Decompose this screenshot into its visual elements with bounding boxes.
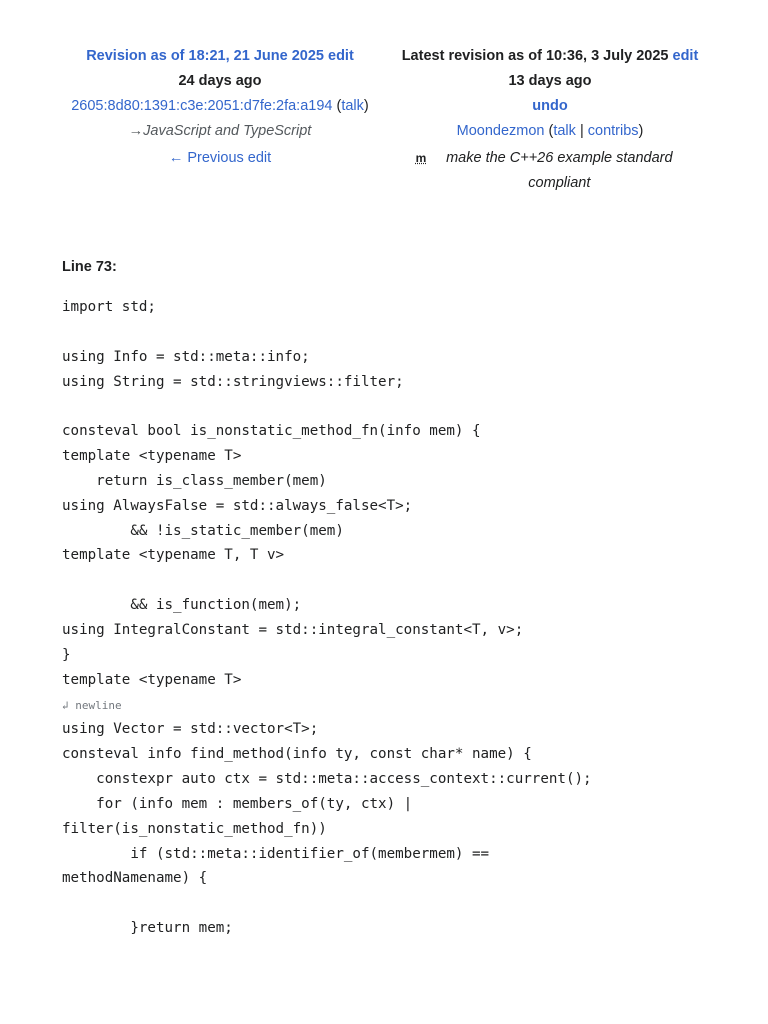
undo-row	[398, 94, 702, 119]
code-line: }	[62, 646, 71, 663]
previous-edit-row	[40, 146, 400, 171]
left-revision-edit-link[interactable]: edit	[328, 48, 354, 64]
left-revision-title-row	[40, 44, 400, 69]
left-revision-link[interactable]: Revision as of 18:21, 21 June 2025	[86, 48, 324, 64]
code-line: using Vector = std::vector<T>;	[62, 721, 319, 738]
left-revision-column	[40, 44, 400, 171]
code-line: using Info = std::meta::info;	[62, 348, 310, 365]
left-revision-talk-link[interactable]: talk	[341, 98, 364, 114]
left-user-paren-open: (	[336, 98, 342, 114]
code-line: template <typename T>	[62, 448, 242, 465]
right-revision-contribs-link[interactable]: contribs	[587, 123, 639, 139]
right-revision-summary: make the C++26 example standard compliant	[446, 150, 673, 191]
right-user-paren-close: )	[638, 123, 644, 139]
right-revision-column	[398, 44, 702, 196]
right-revision-summary-row	[398, 146, 702, 196]
right-revision-age: 13 days ago	[508, 73, 592, 89]
previous-edit-link[interactable]: ← Previous edit	[168, 150, 272, 166]
right-user-paren-open: (	[548, 123, 554, 139]
code-line: methodNamename) {	[62, 870, 208, 887]
diff-header	[0, 44, 768, 204]
newline-marker-text: ↲ newline	[62, 698, 122, 712]
right-user-separator: |	[575, 123, 588, 139]
code-line: using AlwaysFalse = std::always_false<T>;	[62, 497, 413, 514]
section-arrow-link[interactable]: →	[128, 123, 144, 139]
code-line: && is_function(mem);	[62, 597, 302, 614]
right-revision-talk-link[interactable]: talk	[553, 123, 576, 139]
code-line: for (info mem : members_of(ty, ctx) |	[62, 795, 413, 812]
minor-edit-mark: m	[415, 151, 427, 165]
left-revision-age: 24 days ago	[178, 73, 262, 89]
code-line	[62, 568, 662, 593]
left-revision-user-row	[40, 94, 400, 119]
code-line: consteval info find_method(info ty, const char* name) {	[62, 746, 532, 763]
code-line	[62, 891, 662, 916]
code-line: if (std::meta::identifier_of(membermem) ==	[62, 845, 490, 862]
code-line: }return mem;	[62, 920, 233, 937]
undo-link[interactable]: undo	[532, 98, 568, 114]
left-user-paren-close: )	[363, 98, 369, 114]
right-revision-edit-link[interactable]: edit	[672, 48, 699, 64]
right-revision-user-link[interactable]: Moondezmon	[456, 123, 545, 139]
code-line: && !is_static_member(mem)	[62, 522, 344, 539]
right-revision-link[interactable]: Latest revision as of 10:36, 3 July 2025	[401, 48, 669, 64]
diff-code-block	[62, 295, 662, 941]
code-line: consteval bool is_nonstatic_method_fn(info mem) {	[62, 423, 481, 440]
left-revision-user-link[interactable]: 2605:8d80:1391:c3e:2051:d7fe:2fa:a194	[71, 98, 333, 114]
diff-line-number-label: Line 73:	[62, 259, 117, 275]
code-line: constexpr auto ctx = std::meta::access_context::current();	[62, 771, 592, 788]
code-line	[62, 320, 662, 345]
left-revision-summary	[40, 119, 400, 144]
code-line: template <typename T, T v>	[62, 547, 285, 564]
code-line: using IntegralConstant = std::integral_constant<T, v>;	[62, 621, 524, 638]
right-revision-user-row	[398, 119, 702, 144]
newline-marker	[62, 693, 662, 718]
code-line: return is_class_member(mem)	[62, 472, 327, 489]
code-line: import std;	[62, 299, 156, 315]
code-line: template <typename T>	[62, 671, 242, 688]
left-revision-summary-text: JavaScript and TypeScript	[143, 123, 312, 139]
code-line: filter(is_nonstatic_method_fn))	[62, 820, 327, 837]
code-line: using String = std::stringviews::filter;	[62, 373, 404, 390]
code-line	[62, 394, 662, 419]
right-revision-title-row	[398, 44, 702, 69]
